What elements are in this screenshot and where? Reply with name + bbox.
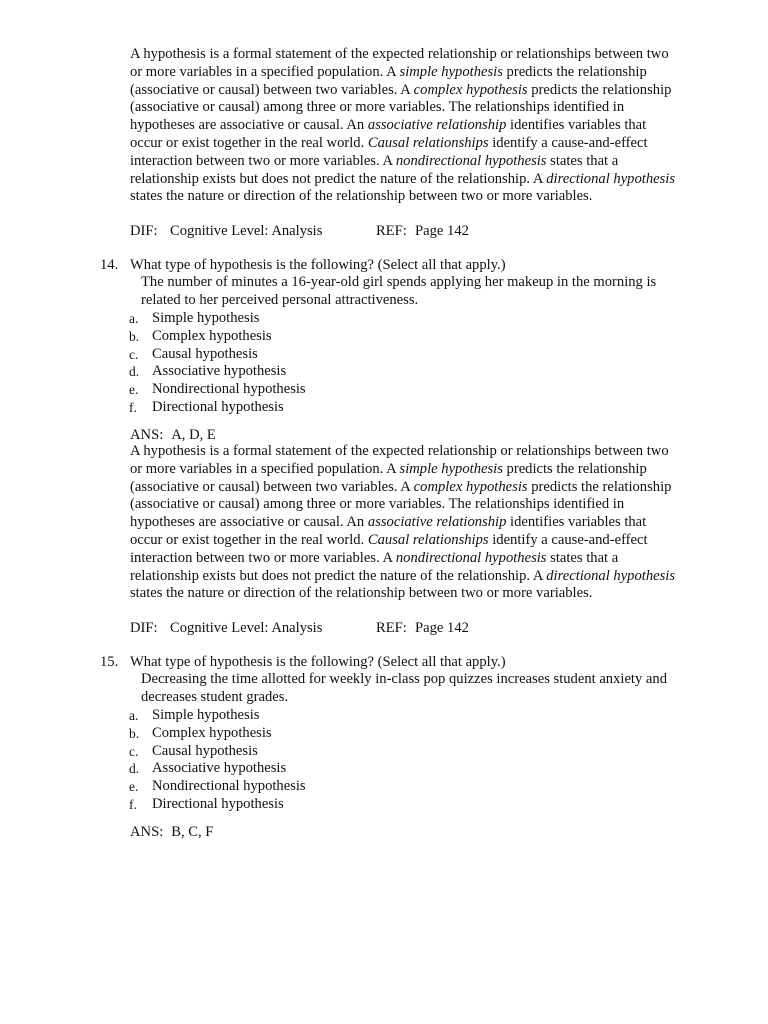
option-letter: a.	[129, 311, 139, 326]
question-stem	[141, 671, 711, 707]
rationale-line	[130, 64, 710, 82]
text-run: relationship exists but does not predict the nature of the relationship. A	[130, 170, 547, 187]
italic-term: complex hypothesis	[413, 478, 528, 495]
option-letter: f.	[129, 797, 137, 812]
option-text: Associative hypothesis	[152, 760, 287, 776]
text-run: (associative or causal) among three or more variables. The relationships identified in	[130, 496, 625, 513]
question-metadata	[130, 223, 710, 241]
option-letter: c.	[129, 744, 139, 759]
text-run: identifies variables that	[506, 514, 647, 531]
option-letter: e.	[129, 382, 139, 397]
rationale-line	[130, 82, 710, 100]
option-text: Simple hypothesis	[152, 707, 260, 723]
dif-label: DIF:	[130, 620, 158, 636]
rationale-line	[130, 188, 710, 206]
text-run: predicts the relationship	[527, 81, 672, 98]
option-letter: c.	[129, 347, 139, 362]
option-letter: a.	[129, 708, 139, 723]
option-text: Complex hypothesis	[152, 328, 272, 344]
italic-term: Causal relationships	[367, 134, 489, 151]
italic-term: nondirectional hypothesis	[395, 549, 547, 566]
text-run: states the nature or direction of the relationship between two or more variables.	[130, 585, 593, 602]
question-metadata	[130, 620, 710, 638]
text-run: A hypothesis is a formal statement of the expected relationship or relationships between two	[130, 443, 669, 459]
rationale-line	[130, 117, 710, 135]
rationale-line	[130, 99, 710, 117]
option-text: Causal hypothesis	[152, 346, 258, 362]
option-letter: b.	[129, 726, 140, 741]
ref-label: REF:	[376, 223, 407, 239]
text-run: interaction between two or more variables. A	[130, 152, 396, 169]
text-run: hypotheses are associative or causal. An	[130, 514, 368, 531]
rationale-line	[130, 461, 710, 479]
text-run: states the nature or direction of the relationship between two or more variables.	[130, 188, 593, 205]
text-run: occur or exist together in the real world.	[130, 531, 368, 548]
option-text: Nondirectional hypothesis	[152, 778, 306, 794]
rationale-line	[130, 153, 710, 171]
option-letter: d.	[129, 761, 140, 776]
question-number: 15.	[100, 654, 119, 670]
italic-term: directional hypothesis	[546, 567, 676, 584]
rationale-paragraph	[130, 46, 710, 206]
question-stem	[141, 274, 711, 310]
text-run: identify a cause-and-effect	[488, 531, 648, 548]
question-number: 14.	[100, 257, 119, 273]
rationale-line	[130, 514, 710, 532]
text-run: states that a	[546, 549, 619, 566]
text-run: identify a cause-and-effect	[488, 134, 648, 151]
option-letter: f.	[129, 400, 137, 415]
option-letter: d.	[129, 364, 140, 379]
stem-line: Decreasing the time allotted for weekly in-class pop quizzes increases student anxiety and	[141, 671, 668, 687]
dif-value: Cognitive Level: Analysis	[170, 223, 323, 239]
italic-term: complex hypothesis	[413, 81, 528, 98]
option-letter: b.	[129, 329, 140, 344]
option-letter: e.	[129, 779, 139, 794]
answer-value: A, D, E	[171, 427, 216, 443]
answer-label: ANS:	[130, 427, 164, 443]
text-run: identifies variables that	[506, 117, 647, 134]
ref-value: Page 142	[415, 223, 469, 239]
rationale-line	[130, 568, 710, 586]
option-text: Associative hypothesis	[152, 363, 287, 379]
text-run: relationship exists but does not predict the nature of the relationship. A	[130, 567, 547, 584]
text-run: predicts the relationship	[502, 63, 647, 80]
rationale-line	[130, 443, 710, 461]
dif-label: DIF:	[130, 223, 158, 239]
italic-term: Causal relationships	[367, 531, 489, 548]
italic-term: nondirectional hypothesis	[395, 152, 547, 169]
rationale-paragraph	[130, 443, 710, 603]
text-run: or more variables in a specified population. A	[130, 460, 400, 477]
question-prompt: What type of hypothesis is the following? (Select all that apply.)	[130, 257, 506, 273]
option-text: Complex hypothesis	[152, 725, 272, 741]
italic-term: associative relationship	[367, 514, 507, 531]
text-run: (associative or causal) among three or more variables. The relationships identified in	[130, 99, 625, 116]
option-text: Simple hypothesis	[152, 310, 260, 326]
rationale-line	[130, 46, 710, 64]
text-run: (associative or causal) between two variables. A	[130, 478, 414, 495]
stem-line: decreases student grades.	[141, 688, 289, 705]
option-text: Causal hypothesis	[152, 743, 258, 759]
italic-term: directional hypothesis	[546, 170, 676, 187]
rationale-line	[130, 585, 710, 603]
stem-line: related to her perceived personal attractiveness.	[141, 291, 419, 308]
answer-line	[130, 824, 213, 842]
stem-line: The number of minutes a 16-year-old girl spends applying her makeup in the morning is	[141, 274, 657, 290]
answer-label: ANS:	[130, 824, 164, 840]
text-run: occur or exist together in the real world.	[130, 134, 368, 151]
rationale-line	[130, 532, 710, 550]
rationale-line	[130, 135, 710, 153]
text-run: interaction between two or more variables. A	[130, 549, 396, 566]
answer-value: B, C, F	[171, 824, 214, 840]
italic-term: associative relationship	[367, 117, 507, 134]
text-run: or more variables in a specified population. A	[130, 63, 400, 80]
text-run: A hypothesis is a formal statement of the expected relationship or relationships between two	[130, 46, 669, 62]
text-run: (associative or causal) between two variables. A	[130, 81, 414, 98]
ref-value: Page 142	[415, 620, 469, 636]
text-run: predicts the relationship	[527, 478, 672, 495]
rationale-line	[130, 479, 710, 497]
rationale-line	[130, 496, 710, 514]
question-prompt: What type of hypothesis is the following? (Select all that apply.)	[130, 654, 506, 670]
italic-term: simple hypothesis	[399, 63, 503, 80]
ref-label: REF:	[376, 620, 407, 636]
option-text: Directional hypothesis	[152, 796, 284, 812]
text-run: states that a	[546, 152, 619, 169]
text-run: hypotheses are associative or causal. An	[130, 117, 368, 134]
option-text: Directional hypothesis	[152, 399, 284, 415]
option-text: Nondirectional hypothesis	[152, 381, 306, 397]
text-run: predicts the relationship	[502, 460, 647, 477]
rationale-line	[130, 550, 710, 568]
italic-term: simple hypothesis	[399, 460, 503, 477]
dif-value: Cognitive Level: Analysis	[170, 620, 323, 636]
rationale-line	[130, 171, 710, 189]
